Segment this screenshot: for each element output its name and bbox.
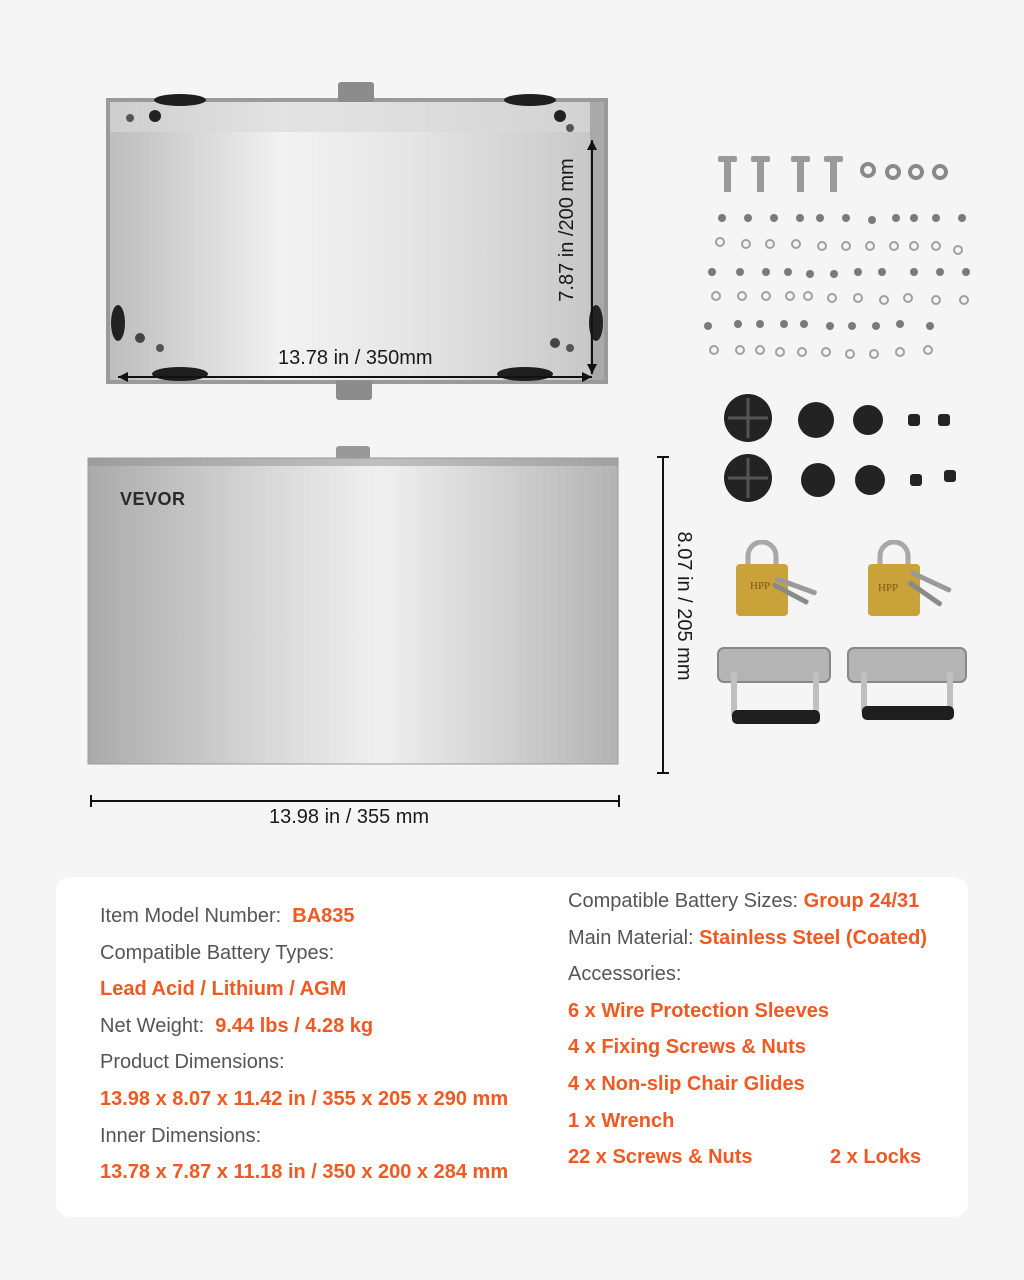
- padlock-left-text: HPP: [750, 580, 771, 592]
- padlock-right-image: [860, 540, 970, 620]
- accessories-label: Accessories:: [568, 963, 682, 986]
- material-label: Main Material:: [568, 926, 694, 949]
- spec-column-right: [568, 883, 927, 1176]
- outer-width-line: [91, 800, 620, 802]
- model-value: BA835: [292, 905, 355, 927]
- vevor-logo: VEVOR: [120, 489, 186, 509]
- outer-width-label: 13.98 in / 355 mm: [269, 806, 430, 828]
- accessory-item: 6 x Wire Protection Sleeves: [568, 999, 830, 1022]
- battery-sizes-row: [568, 883, 927, 920]
- locks-item: 2 x Locks: [830, 1146, 922, 1169]
- accessory-item: 4 x Non-slip Chair Glides: [568, 1072, 805, 1095]
- product-dimensions-value: 13.98 x 8.07 x 11.42 in / 355 x 205 x 290 mm: [100, 1087, 509, 1110]
- model-row: [100, 898, 508, 935]
- inner-height-label: 7.87 in /200 mm: [556, 158, 578, 302]
- outer-height-label: 8.07 in / 205 mm: [673, 531, 695, 681]
- outer-width-tick-right: [618, 795, 620, 807]
- weight-value: 9.44 lbs / 4.28 kg: [215, 1014, 374, 1037]
- outer-height-line: [662, 457, 664, 773]
- battery-sizes-value: Group 24/31: [803, 890, 920, 912]
- grommets-image: [720, 390, 970, 505]
- battery-types-value: Lead Acid / Lithium / AGM: [100, 978, 347, 1001]
- model-label: Item Model Number:: [100, 905, 282, 927]
- outer-height-tick-bottom: [657, 772, 669, 774]
- accessory-last-row: [568, 1139, 920, 1176]
- screws-and-nuts-image: [700, 150, 980, 365]
- material-value: Stainless Steel (Coated): [699, 926, 928, 949]
- padlock-right-text: HPP: [878, 582, 899, 594]
- outer-width-tick-left: [90, 795, 92, 807]
- weight-label: Net Weight:: [100, 1014, 205, 1037]
- spec-column-left: [100, 898, 508, 1191]
- accessory-item: 4 x Fixing Screws & Nuts: [568, 1036, 806, 1059]
- inner-dimensions-value: 13.78 x 7.87 x 11.18 in / 350 x 200 x 284 mm: [100, 1161, 509, 1184]
- accessory-item: 22 x Screws & Nuts: [568, 1146, 753, 1169]
- inner-width-label: 13.78 in / 350mm: [278, 347, 433, 369]
- padlock-left-image: [730, 540, 830, 620]
- handles-image: [714, 644, 974, 729]
- product-dimensions-label: Product Dimensions:: [100, 1051, 285, 1074]
- inner-dimensions-label: Inner Dimensions:: [100, 1124, 262, 1147]
- battery-types-label: Compatible Battery Types:: [100, 941, 335, 964]
- weight-row: [100, 1008, 508, 1045]
- battery-sizes-label: Compatible Battery Sizes:: [568, 890, 799, 912]
- material-row: [568, 920, 927, 957]
- accessory-item: 1 x Wrench: [568, 1109, 675, 1132]
- outer-height-tick-top: [657, 456, 669, 458]
